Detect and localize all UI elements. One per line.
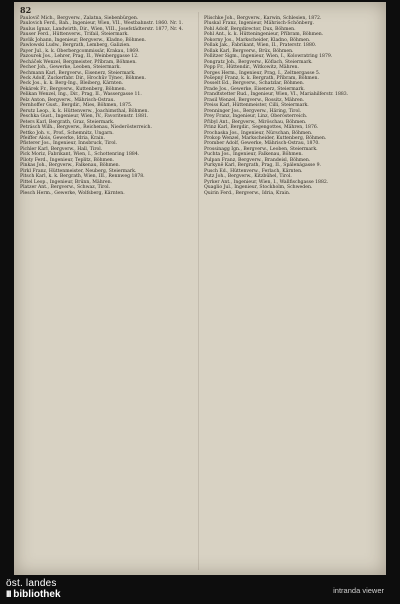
- directory-entry: Pekárek Fr., Bergverw., Kuttenberg, Böhmen.: [20, 86, 127, 92]
- left-column: [20, 16, 196, 196]
- directory-entry: Pazourek Jos., Lehrer, Prag, II., Weinberggasse 12.: [20, 54, 139, 60]
- directory-entry: Přibyl Ant., Bergverw., Miröschau, Böhmen.: [204, 119, 307, 125]
- directory-entry: Peck Jos., k. k. Berg-Ing., Bleiberg, Kärnten.: [20, 81, 124, 87]
- directory-entry: Pfeiffer Alois, Gewerke, Idria, Krain.: [20, 135, 105, 141]
- directory-entry: Peschka Gust., Ingenieur, Wien, IV., Favoritenstr. 1881.: [20, 114, 149, 120]
- directory-entry: Prinz Karl, Bergdir., Segengottes, Mähren, 1876.: [204, 125, 319, 131]
- directory-entry: Pluskal Franz, Ingenieur, Mährisch-Schönberg.: [204, 21, 315, 27]
- directory-entry: Pohl Ant., k. k. Hütteningenieur, Příbram, Böhmen.: [204, 32, 324, 38]
- directory-entry: Pernhoffer Gust., Bergdir., Mies, Böhmen, 1875.: [20, 103, 133, 109]
- directory-entry: Paulus Ignaz, Landwirth, Dir., Wien, VIII., Josefstädterstr. 1877, Nr. 4.: [20, 26, 184, 32]
- directory-entry: Pettko Joh. v., Prof., Schemnitz, Ungarn.: [20, 130, 114, 136]
- directory-entry: Pongratz Joh., Bergverw., Köflach, Steiermark.: [204, 59, 313, 65]
- directory-entry: Pichler Karl, Bergverw., Hall, Tirol.: [20, 146, 103, 152]
- directory-entry: Pusch Ed., Hüttenverw., Ferlach, Kärnten.: [204, 168, 303, 174]
- directory-entry: Pohl Adolf, Bergdirector, Dux, Böhmen.: [204, 26, 296, 32]
- directory-entry: Pelz Anton, Bergverw., Mährisch-Ostrau.: [20, 97, 116, 103]
- directory-entry: Peters Karl, Bergrath, Graz, Steiermark.: [20, 119, 115, 125]
- library-logo[interactable]: [6, 579, 66, 601]
- logo-line-2: [6, 589, 66, 600]
- directory-entry: Pecher Joh., Gewerke, Leoben, Steiermark.: [20, 65, 121, 71]
- directory-entry: Pauser Ferd., Hüttenverw., Trifail, Steiermark.: [20, 32, 129, 38]
- directory-entry: Petrásch Wilh., Bergverw., Reichenau, Niederösterreich.: [20, 125, 152, 131]
- scanned-page: [14, 2, 386, 575]
- directory-entry: Quirin Ferd., Bergverw., Idria, Krain.: [204, 190, 291, 196]
- logo-bars: III: [6, 589, 11, 599]
- column-divider: [198, 12, 199, 570]
- directory-entry: Posselt Ed., Bergverw., Schatzlar, Böhmen.: [204, 81, 305, 87]
- directory-entry: Piloty Ferd., Ingenieur, Teplitz, Böhmen.: [20, 157, 115, 163]
- directory-entry: Pfisterer Jos., Ingenieur, Innsbruck, Tirol.: [20, 141, 118, 147]
- directory-entry: Pawlowski Ludw., Bergrath, Lemberg, Galizien.: [20, 43, 131, 49]
- directory-entry: Prenninger Jos., Bergverw., Häring, Tirol.: [204, 108, 302, 114]
- directory-entry: Prochaska Jos., Ingenieur, Nürschan, Böhmen.: [204, 130, 313, 136]
- directory-entry: Prandtstetter Rud., Ingenieur, Wien, VI., Mariahilferstr. 1883.: [204, 92, 349, 98]
- directory-entry: Putz Joh., Bergverw., Kitzbühel, Tirol.: [204, 174, 292, 180]
- directory-entry: Plischke Joh., Bergverw., Karwin, Schlesien, 1872.: [204, 16, 322, 21]
- directory-entry: Pelikan Wenzel, Ing., Dir., Prag, II., Wassergasse 11.: [20, 92, 142, 98]
- directory-entry: Pitsch Karl, k. k. Bergrath, Wien, III., Rennweg 1878.: [20, 174, 145, 180]
- directory-entry: Prasil Wenzel, Bergverw., Rossitz, Mähren.: [204, 97, 305, 103]
- directory-entry: Peck Adolf, Zuckerfabr. Dir., Hrochův Týnec, Böhmen.: [20, 75, 146, 81]
- directory-entry: Paulovich Ferd., Bah., Ingenieur, Wien, VII., Westbahnstr. 1860. Nr. 1.: [20, 21, 183, 27]
- directory-entry: Pick Moriz, Fabrikant, Wien, I., Schottenring 1884.: [20, 152, 140, 158]
- directory-entry: Porges Herm., Ingenieur, Prag, I., Zeltnergasse 5.: [204, 70, 321, 76]
- directory-entry: Pollak Jak., Fabrikant, Wien, II., Praterstr. 1880.: [204, 43, 317, 49]
- right-column: [204, 16, 380, 196]
- directory-entry: Pošepný Franz, k. k. Bergrath, Příbram, Böhmen.: [204, 75, 319, 81]
- directory-entry: Pavlik Johann, Ingenieur, Bergverw., Kladno, Böhmen.: [20, 37, 147, 43]
- logo-word: bibliothek: [13, 589, 61, 600]
- directory-entry: Promber Adolf, Gewerke, Mährisch-Ostrau, 1870.: [204, 141, 320, 147]
- directory-entry: Popp Fr., Hüttendir., Witkowitz, Mähren.: [204, 65, 299, 71]
- directory-entry: Prossinagg Ign., Bergverw., Leoben, Steiermark.: [204, 146, 318, 152]
- directory-entry: Pulpan Franz, Bergverw., Brandeisl, Böhmen.: [204, 157, 311, 163]
- directory-entry: Prey Franz, Ingenieur, Linz, Oberösterreich.: [204, 114, 308, 120]
- page-number: 82: [20, 5, 32, 15]
- directory-entry: Perutz Leop., k. k. Hüttenverw., Joachimsthal, Böhmen.: [20, 108, 149, 114]
- directory-entry: Platzer Ant., Bergverw., Schwaz, Tirol.: [20, 185, 111, 191]
- directory-entry: Preiss Karl, Hüttenmeister, Cilli, Steiermark.: [204, 103, 309, 109]
- directory-entry: Prade Jos., Gewerke, Eisenerz, Steiermark.: [204, 86, 305, 92]
- directory-entry: Pokorny Jos., Markscheider, Kladno, Böhmen.: [204, 37, 311, 43]
- directory-entry: Prokop Wenzel, Markscheider, Kuttenberg, Böhmen.: [204, 135, 327, 141]
- directory-entry: Pyrker Ant., Ingenieur, Wien, I., Wallfischgasse 1882.: [204, 179, 329, 185]
- directory-entry: Plesch Herm., Gewerke, Wolfsberg, Kärnten.: [20, 190, 125, 196]
- directory-entry: Pecháček Wenzel, Bergmeister, Příbram, Böhmen.: [20, 59, 137, 65]
- directory-entry: Pittel Leop., Ingenieur, Brünn, Mähren.: [20, 179, 113, 185]
- directory-entry: Pollitzer Sigm., Ingenieur, Wien, I., Kolowratring 1879.: [204, 54, 333, 60]
- directory-entry: Pechmann Karl, Bergverw., Eisenerz, Steiermark.: [20, 70, 136, 76]
- directory-entry: Pollak Karl, Bergverw., Brüx, Böhmen.: [204, 48, 294, 54]
- directory-entry: Quaglio Jul., Ingenieur, Stockholm, Schweden.: [204, 185, 313, 191]
- logo-line-1: öst. landes: [6, 578, 57, 589]
- directory-entry: Payer Jul., k. k. Oberbergcommissär, Krakau, 1869.: [20, 48, 140, 54]
- directory-entry: Pinkas Joh., Bergverw., Falkenau, Böhmen.: [20, 163, 121, 169]
- viewer-name[interactable]: intranda viewer: [333, 586, 384, 595]
- directory-entry: Puchta Jos., Ingenieur, Falkenau, Böhmen.: [204, 152, 303, 158]
- directory-entry: Paulovič Mich., Bergverw., Zalatna, Siebenbürgen.: [20, 16, 139, 21]
- directory-entry: Purkyně Karl, Bergrath, Prag, II., Spálenágasse 9.: [204, 163, 321, 169]
- directory-entry: Pirkl Franz, Hüttenmeister, Neuberg, Steiermark.: [20, 168, 137, 174]
